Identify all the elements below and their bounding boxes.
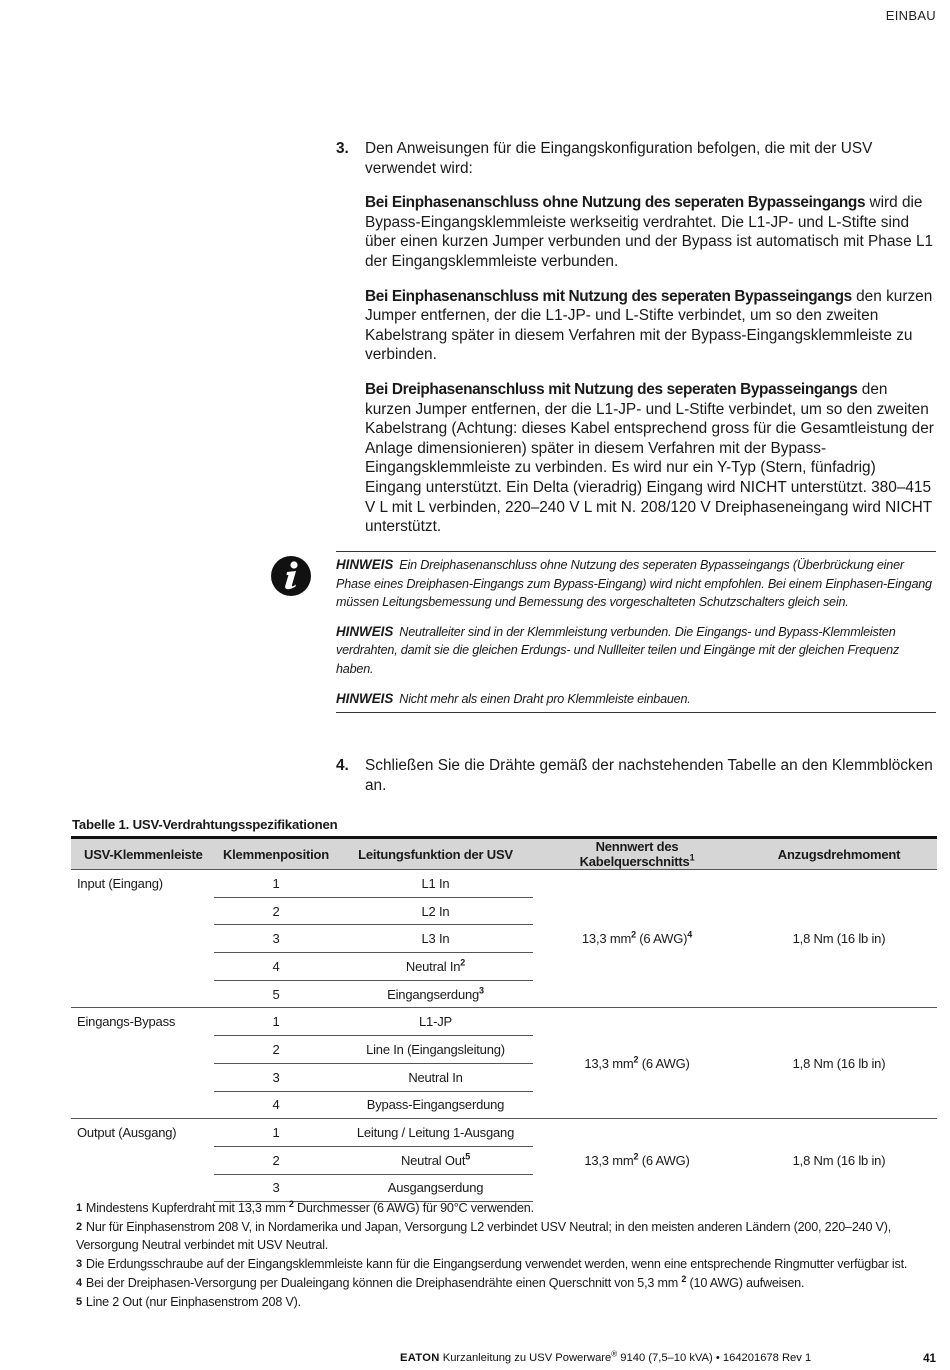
superscript: 2	[681, 1273, 687, 1284]
config-paragraph	[365, 287, 936, 365]
note-text: Ein Dreiphasenanschluss ohne Nutzung des seperaten Bypasseingangs (Überbrückung einer Phase eines Dreiphasen-Eingangs zum Bypass-Eingang) wird nicht empfohlen. Bei einem Einphasen-Eingang müssen Leitungsbemessung und Bemessung des vorgeschalteten Schutzschalters gleich sein.	[336, 558, 932, 610]
table-row	[71, 1008, 937, 1036]
table-title: Tabelle 1. USV-Verdrahtungsspezifikationen	[72, 817, 338, 832]
terminal-position: 5	[214, 980, 338, 1008]
footnote-text: Die Erdungsschraube auf der Eingangsklemmleiste kann für die Eingangserdung verwendet werden, wenn eine entsprechende Ringmutter verfügbar ist.	[85, 1257, 908, 1271]
footnote	[76, 1274, 938, 1292]
wiring-function	[338, 1036, 533, 1064]
terminal-position: 2	[214, 1146, 338, 1174]
step-number: 3.	[336, 140, 349, 157]
wire-gauge-value: 13,3 mm	[581, 931, 632, 947]
wiring-function-text: Neutral Out	[400, 1152, 466, 1168]
wiring-function-text: L1 In	[421, 875, 450, 891]
wiring-function	[338, 870, 533, 898]
column-header: Leitungsfunktion der USV	[338, 838, 533, 870]
wiring-function-text: Line In (Eingangsleitung)	[366, 1041, 505, 1057]
footnote-text: Line 2 Out (nur Einphasenstrom 208 V).	[85, 1295, 301, 1309]
wiring-function-text: L2 In	[421, 903, 450, 919]
config-text: wird die Bypass-Eingangsklemmleiste werkseitig verdrahtet. Die L1-JP- und L-Stifte sind über einen kurzen Jumper verbunden und der Bypass ist automatisch mit Phase L1 der Eingangsklemmleiste verbunden.	[365, 194, 934, 270]
superscript: 2	[288, 1198, 294, 1209]
footnote-ref: 2	[460, 957, 466, 968]
info-icon	[270, 555, 312, 597]
wiring-function	[338, 953, 533, 981]
terminal-block-name: Eingangs-Bypass	[71, 1008, 214, 1119]
footnote	[76, 1255, 938, 1273]
wiring-function	[338, 1063, 533, 1091]
column-header: Anzugsdrehmoment	[741, 838, 937, 870]
wiring-function	[338, 925, 533, 953]
footnote	[76, 1293, 938, 1311]
note-label: HINWEIS	[336, 623, 394, 639]
wiring-function-text: Eingangserdung	[387, 986, 480, 1002]
footnote	[76, 1218, 938, 1254]
column-header-text: Nennwert des Kabelquerschnitts	[579, 839, 690, 869]
wiring-function	[338, 1119, 533, 1147]
terminal-block-name: Output (Ausgang)	[71, 1119, 214, 1202]
terminal-position: 3	[214, 1063, 338, 1091]
page-number: 41	[923, 1352, 936, 1365]
terminal-position: 1	[214, 1119, 338, 1147]
column-header	[533, 838, 741, 870]
footnotes	[76, 1199, 938, 1312]
footer-model: 9140 (7,5–10 kVA) • 164201678 Rev 1	[617, 1352, 812, 1364]
page-footer	[400, 1349, 936, 1365]
footer-brand: EATON	[400, 1352, 440, 1364]
wire-gauge-value: 13,3 mm	[584, 1152, 634, 1168]
wiring-function-text: Leitung / Leitung 1-Ausgang	[356, 1125, 515, 1141]
config-paragraph	[365, 193, 936, 271]
registered-mark: ®	[611, 1349, 618, 1359]
note-text: Neutralleiter sind in der Klemmleistung verbunden. Die Eingangs- und Bypass-Klemmleisten verdrahten, damit sie die gleichen Erdungs- und Nullleiter teilen und Eingänge mit der gleichen Frequenz haben.	[336, 624, 900, 676]
superscript: 2	[631, 929, 636, 940]
note	[336, 623, 936, 679]
terminal-position: 3	[214, 1174, 338, 1202]
wire-gauge-value: 13,3 mm	[584, 1055, 634, 1071]
footnote-ref: 3	[479, 985, 484, 996]
wiring-function	[338, 897, 533, 925]
config-heading: Bei Dreiphasenanschluss mit Nutzung des seperaten Bypasseingangs	[365, 380, 858, 398]
column-header: Klemmenposition	[214, 838, 338, 870]
terminal-position: 2	[214, 1036, 338, 1064]
superscript: 2	[633, 1054, 639, 1065]
wiring-function	[338, 1174, 533, 1202]
note-label: HINWEIS	[336, 690, 394, 706]
step-number: 4.	[336, 757, 349, 774]
table-row	[71, 1119, 937, 1147]
column-header: USV-Klemmenleiste	[71, 838, 214, 870]
tightening-torque: 1,8 Nm (16 lb in)	[741, 1008, 937, 1119]
wire-gauge	[533, 1008, 741, 1119]
config-heading: Bei Einphasenanschluss mit Nutzung des seperaten Bypasseingangs	[365, 287, 852, 305]
terminal-position: 4	[214, 953, 338, 981]
terminal-position: 2	[214, 897, 338, 925]
note-label: HINWEIS	[336, 557, 394, 572]
superscript: 2	[633, 1151, 639, 1162]
tightening-torque: 1,8 Nm (16 lb in)	[741, 870, 937, 1008]
footnote-text: Nur für Einphasenstrom 208 V, in Nordamerika und Japan, Versorgung L2 verbindet USV Neutral; in den meisten anderen Ländern (200, 220–240 V), Versorgung Neutral verbindet mit USV Neutral.	[76, 1220, 892, 1252]
wiring-function-text: Neutral In	[408, 1069, 463, 1085]
step-3	[336, 139, 936, 537]
step-4	[336, 756, 936, 795]
section-header: EINBAU	[885, 8, 936, 23]
footnote-number: 1	[76, 1202, 82, 1214]
wire-gauge	[533, 870, 741, 1008]
note-text: Nicht mehr als einen Draht pro Klemmleiste einbauen.	[399, 691, 691, 706]
wire-gauge-awg: (6 AWG)	[635, 931, 688, 947]
terminal-position: 3	[214, 925, 338, 953]
note	[336, 690, 936, 709]
footnote-text: Bei der Dreiphasen-Versorgung per Dualeingang können die Dreiphasendrähte einen Querschnitt von 5,3 mm	[85, 1276, 682, 1290]
config-text: den kurzen Jumper entfernen, der die L1-JP- und L-Stifte verbindet, um so den zweiten Kabelstrang später in diesem Verfahren mit der Bypass-Eingangsklemmleiste zu verbinden.	[365, 287, 933, 364]
footnote-text: Mindestens Kupferdraht mit 13,3 mm	[85, 1201, 289, 1215]
wire-gauge-awg: (6 AWG)	[638, 1152, 690, 1168]
footnote-number: 2	[76, 1221, 82, 1233]
wiring-function-text: L1-JP	[419, 1014, 452, 1030]
config-paragraph	[365, 380, 936, 537]
wiring-function	[338, 1146, 533, 1174]
notes-box	[336, 551, 936, 713]
note	[336, 556, 936, 612]
tightening-torque: 1,8 Nm (16 lb in)	[741, 1119, 937, 1202]
step-intro: Den Anweisungen für die Eingangskonfiguration befolgen, die mit der USV verwendet wird:	[365, 140, 873, 177]
footnote	[76, 1199, 938, 1217]
terminal-position: 1	[214, 1008, 338, 1036]
wiring-function-text: Bypass-Eingangserdung	[366, 1097, 505, 1113]
wiring-function	[338, 980, 533, 1008]
wire-gauge	[533, 1119, 741, 1202]
wire-gauge-awg: (6 AWG)	[638, 1055, 690, 1071]
footnote-number: 4	[76, 1277, 82, 1289]
footnote-number: 5	[76, 1296, 82, 1308]
wiring-function-text: L3 In	[421, 931, 450, 947]
wiring-function-text: Neutral In	[405, 958, 461, 974]
footer-title: Kurzanleitung zu USV Powerware	[439, 1352, 612, 1364]
config-heading: Bei Einphasenanschluss ohne Nutzung des seperaten Bypasseingangs	[365, 194, 866, 212]
footnote-text: Durchmesser (6 AWG) für 90°C verwenden.	[293, 1201, 534, 1215]
config-text: den kurzen Jumper entfernen, der die L1-JP- und L-Stifte verbindet, um so den zweiten Kabelstrang (Achtung: dieses Kabel entsprechend gross für die Gesamtleistung der Anlage dimensionieren) später in diesem Verfahren mit der Bypass-Eingangsklemmleiste zu verbinden. Es wird nur ein Y-Typ (Stern, fünfadrig) Eingang unterstützt. Ein Delta (vieradrig) Eingang wird NICHT unterstützt. 380–415 V L mit L verbinden, 220–240 V L mit N. 208/120 V Dreiphaseneingang wird NICHT unterstützt.	[365, 380, 934, 536]
table-header-row	[71, 838, 937, 870]
footnote-ref: 4	[687, 929, 693, 940]
wiring-function	[338, 1091, 533, 1119]
footnote-number: 3	[76, 1258, 82, 1270]
table-row	[71, 870, 937, 898]
wiring-spec-table	[71, 836, 937, 1202]
terminal-position: 4	[214, 1091, 338, 1119]
footnote-ref: 1	[689, 852, 695, 863]
footnote-text: (10 AWG) aufweisen.	[686, 1276, 805, 1290]
footnote-ref: 5	[465, 1151, 471, 1162]
wiring-function-text: Ausgangserdung	[387, 1180, 484, 1196]
wiring-function	[338, 1008, 533, 1036]
terminal-position: 1	[214, 870, 338, 898]
step-text: Schließen Sie die Drähte gemäß der nachstehenden Tabelle an den Klemmblöcken an.	[365, 757, 933, 794]
terminal-block-name: Input (Eingang)	[71, 870, 214, 1008]
